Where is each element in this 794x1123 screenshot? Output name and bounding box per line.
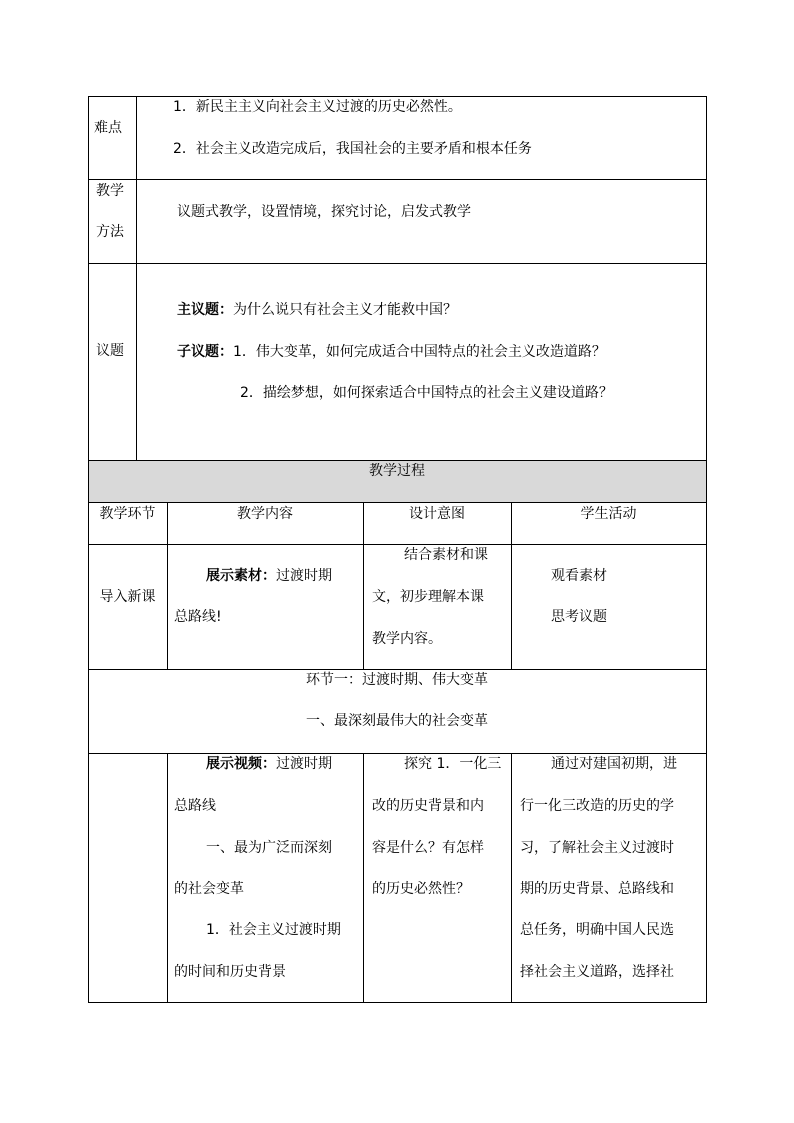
method-label-2: 方法 [96, 224, 124, 240]
table-border [88, 544, 707, 545]
main-topic-label: 主议题： [177, 302, 233, 318]
row2-activity-5: 总任务，明确中国人民选 [520, 922, 674, 938]
table-border [363, 502, 364, 669]
method-label-1: 教学 [96, 183, 124, 199]
section-subtitle: 一、最深刻最伟大的社会变革 [306, 713, 488, 729]
header-activity: 学生活动 [580, 506, 637, 522]
header-content: 教学内容 [237, 506, 293, 522]
intro-content-line2: 总路线! [174, 609, 222, 625]
process-title: 教学过程 [369, 463, 425, 479]
difficulty-item-2: 2．社会主义改造完成后，我国社会的主要矛盾和根本任务 [173, 141, 532, 157]
row2-content-line6: 的时间和历史背景 [174, 964, 286, 980]
row2-intent-3: 容是什么？有怎样 [372, 840, 484, 856]
topic-label: 议题 [96, 343, 124, 359]
table-border [88, 96, 89, 1003]
method-text: 议题式教学，设置情境，探究讨论，启发式教学 [177, 204, 471, 220]
row2-activity-1: 通过对建国初期，进 [551, 756, 677, 772]
row2-intent-2: 改的历史背景和内 [372, 798, 484, 814]
row2-intent-4: 的历史必然性？ [372, 881, 470, 897]
intro-stage: 导入新课 [99, 589, 156, 605]
table-border [88, 502, 707, 503]
sub-topic-1 [177, 342, 606, 362]
row2-activity-4: 期的历史背景、总路线和 [520, 881, 674, 897]
intro-intent-3: 教学内容。 [372, 631, 442, 647]
sub-topic-1-text: 1．伟大变革，如何完成适合中国特点的社会主义改造道路？ [233, 344, 606, 360]
row2-activity-2: 行一化三改造的历史的学 [520, 798, 674, 814]
difficulty-label: 难点 [94, 120, 122, 136]
intro-activity-1: 观看素材 [551, 568, 607, 584]
intro-intent-1: 结合素材和课 [404, 547, 488, 563]
intro-content-line1 [206, 566, 332, 586]
row2-content-bold: 展示视频： [206, 756, 276, 772]
table-border [511, 502, 512, 669]
row2-content-line1 [206, 754, 332, 774]
table-border [363, 753, 364, 1002]
intro-activity-2: 思考议题 [551, 609, 607, 625]
main-topic-text: 为什么说只有社会主义才能救中国？ [233, 302, 457, 318]
table-border [511, 753, 512, 1002]
header-stage: 教学环节 [99, 506, 156, 522]
row2-content-text: 过渡时期 [276, 756, 332, 772]
row2-activity-6: 择社会主义道路，选择社 [520, 964, 674, 980]
table-border [167, 502, 168, 669]
row2-content-line2: 总路线 [174, 798, 216, 814]
main-topic [177, 300, 457, 320]
table-border [88, 1002, 707, 1003]
intro-intent-2: 文，初步理解本课 [372, 589, 484, 605]
table-border [136, 96, 137, 460]
row2-intent-1: 探究 1．一化三 [404, 756, 502, 772]
row2-activity-3: 习，了解社会主义过渡时 [520, 840, 674, 856]
table-border [706, 96, 707, 1003]
sub-topic-2: 2．描绘梦想，如何探索适合中国特点的社会主义建设道路？ [240, 385, 613, 401]
intro-content-bold: 展示素材： [206, 568, 276, 584]
row2-content-line5: 1．社会主义过渡时期 [206, 922, 341, 938]
row2-content-line4: 的社会变革 [174, 881, 244, 897]
table-border [88, 263, 707, 264]
table-border [167, 753, 168, 1002]
table-border [88, 179, 707, 180]
sub-topic-label: 子议题： [177, 344, 233, 360]
row2-content-line3: 一、最为广泛而深刻 [206, 840, 332, 856]
header-intent: 设计意图 [409, 506, 465, 522]
intro-content-text: 过渡时期 [276, 568, 332, 584]
section-title: 环节一：过渡时期、伟大变革 [306, 672, 488, 688]
difficulty-item-1: 1．新民主主义向社会主义过渡的历史必然性。 [173, 99, 462, 115]
